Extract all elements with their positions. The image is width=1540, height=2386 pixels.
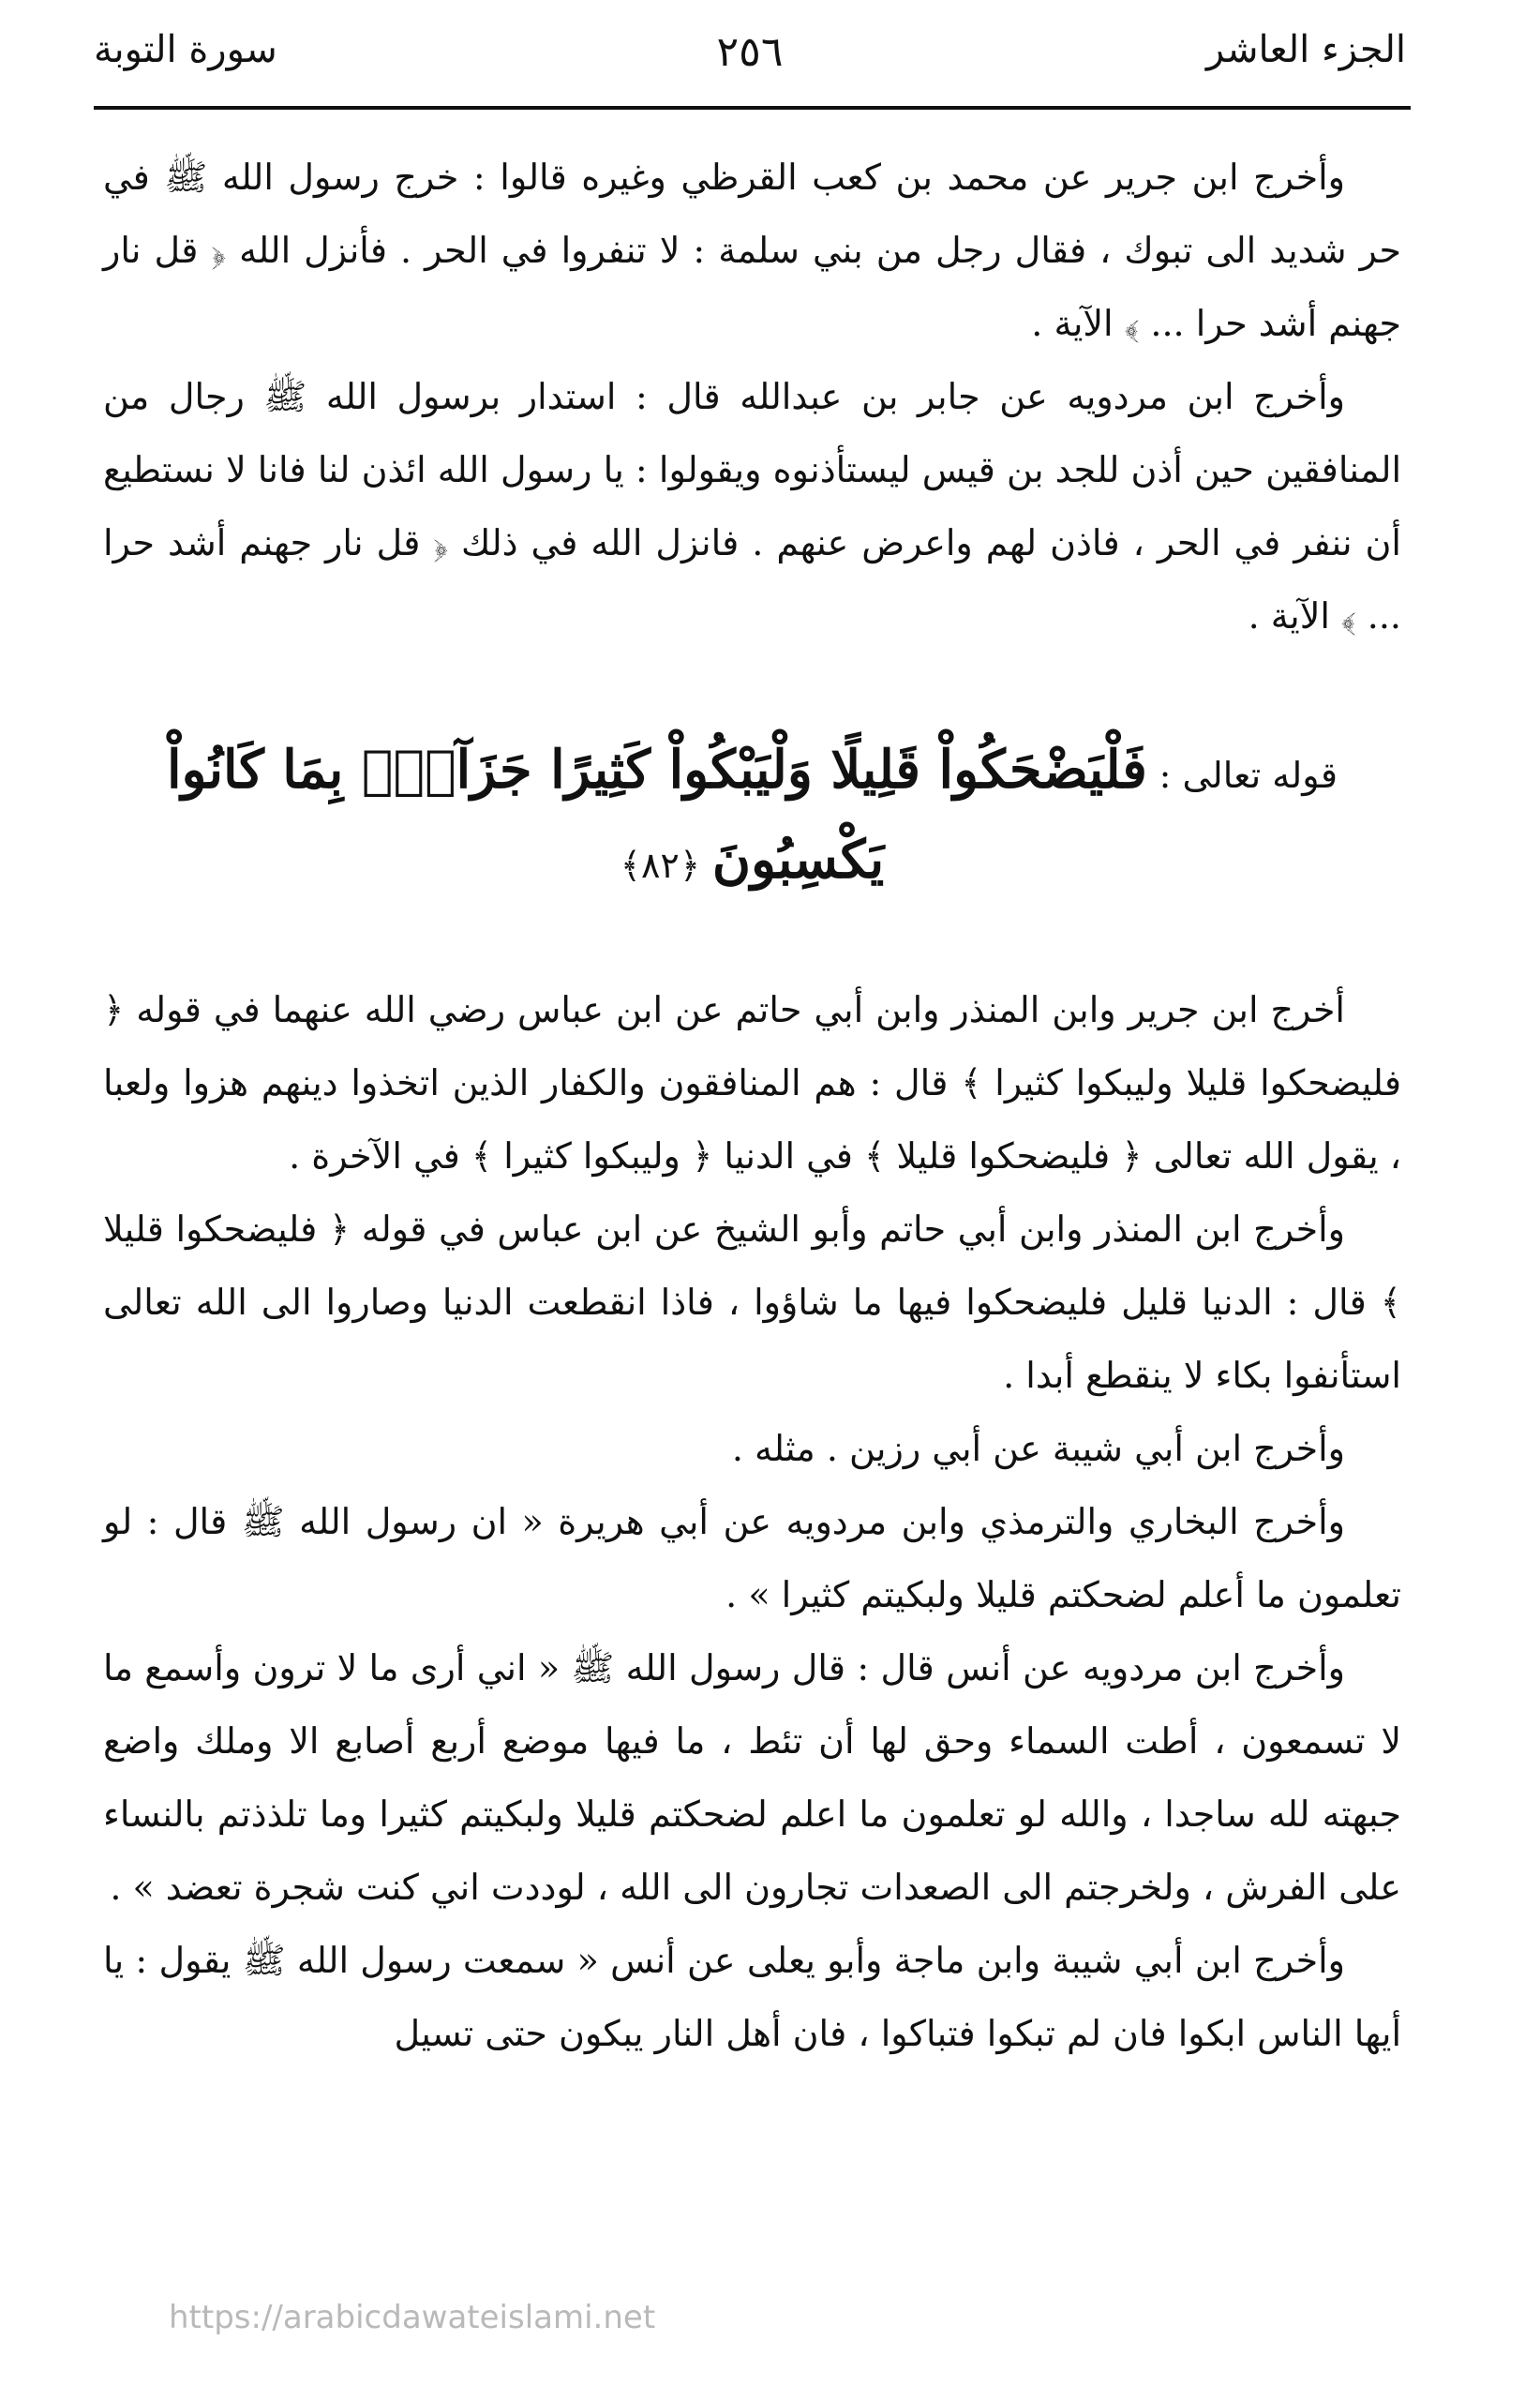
- verse-number: ﴿٨٢﴾: [620, 845, 701, 886]
- verse-label: قوله تعالى :: [1159, 755, 1338, 796]
- header-divider: [94, 106, 1411, 110]
- page-body: [103, 141, 1401, 2070]
- paragraph: وأخرج ابن مردويه عن جابر بن عبدالله قال : استدار برسول الله ﷺ رجال من المنافقين حين أذن للجد بن قيس ليستأذنوه ويقولوا : يا رسول الله ائذن لنا فانا لا نستطيع أن ننفر في الحر ، فاذن لهم واعرض عنهم . فانزل الله في ذلك ﴿ قل نار جهنم أشد حرا ... ﴾ الآية .: [103, 376, 1401, 637]
- header-part-title: الجزء العاشر: [1205, 28, 1406, 71]
- verse-text: فَلْيَضْحَكُواْ قَلِيلًا وَلْيَبْكُواْ كَثِيرًا جَزَآءَۢ بِمَا كَانُواْ يَكْسِبُونَ: [166, 739, 1147, 891]
- paragraph: وأخرج ابن مردويه عن أنس قال : قال رسول الله ﷺ « اني أرى ما لا ترون وأسمع ما لا تسمعون ، أطت السماء وحق لها أن تئط ، ما فيها موضع أربع أصابع الا وملك واضع جبهته لله ساجدا ، والله لو تعلمون ما اعلم لضحكتم قليلا ولبكيتم كثيرا وما تلذذتم بالنساء على الفرش ، ولخرجتم الى الصعدات تجارون الى الله ، لوددت اني كنت شجرة تعضد » .: [103, 1647, 1401, 1908]
- paragraph: وأخرج البخاري والترمذي وابن مردويه عن أبي هريرة « ان رسول الله ﷺ قال : لو تعلمون ما أعلم لضحكتم قليلا ولبكيتم كثيرا » .: [103, 1501, 1401, 1615]
- paragraph: أخرج ابن جرير وابن المنذر وابن أبي حاتم عن ابن عباس رضي الله عنهما في قوله ﴿ فليضحكوا قليلا وليبكوا كثيرا ﴾ قال : هم المنافقون والكفار الذين اتخذوا دينهم هزوا ولعبا ، يقول الله تعالى ﴿ فليضحكوا قليلا ﴾ في الدنيا ﴿ وليبكوا كثيرا ﴾ في الآخرة .: [103, 989, 1401, 1177]
- paragraph: وأخرج ابن أبي شيبة وابن ماجة وأبو يعلى عن أنس « سمعت رسول الله ﷺ يقول : يا أيها الناس ابكوا فان لم تبكوا فتباكوا ، فان أهل النار يبكون حتى تسيل: [103, 1940, 1401, 2054]
- watermark-url: https://arabicdawateislami.net: [169, 2299, 656, 2336]
- verse-heading: [103, 728, 1401, 908]
- paragraph: وأخرج ابن أبي شيبة عن أبي رزين . مثله .: [731, 1428, 1345, 1469]
- paragraph: وأخرج ابن جرير عن محمد بن كعب القرظي وغيره قالوا : خرج رسول الله ﷺ في حر شديد الى تبوك ، فقال رجل من بني سلمة : لا تنفروا في الحر . فأنزل الله ﴿ قل نار جهنم أشد حرا ... ﴾ الآية .: [103, 157, 1401, 344]
- page-number: ٢٥٦: [716, 28, 784, 76]
- page-header: [94, 19, 1406, 103]
- paragraph: وأخرج ابن المنذر وابن أبي حاتم وأبو الشيخ عن ابن عباس في قوله ﴿ فليضحكوا قليلا ﴾ قال : الدنيا قليل فليضحكوا فيها ما شاؤوا ، فاذا انقطعت الدنيا وصاروا الى الله تعالى استأنفوا بكاء لا ينقطع أبدا .: [103, 1208, 1401, 1396]
- header-surah-title: سورة التوبة: [94, 28, 277, 71]
